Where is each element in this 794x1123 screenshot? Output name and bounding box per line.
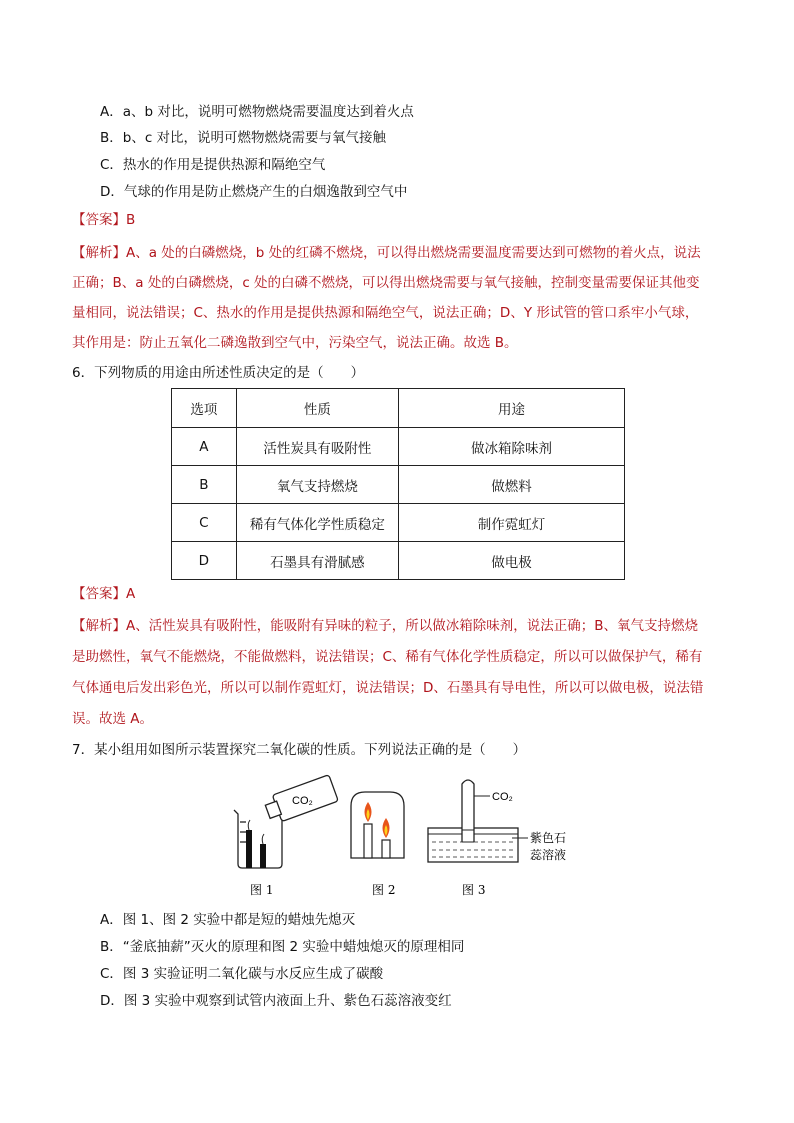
q5-analysis-line-2: 正确；B、a 处的白磷燃烧，c 处的白磷不燃烧，可以得出燃烧需要与氧气接触，控制变量需要保证其他变 <box>72 275 700 291</box>
fig1-caption: 图 1 <box>250 883 274 897</box>
experiment-figure <box>226 772 576 902</box>
table-cell: 氧气支持燃烧 <box>236 466 398 504</box>
q5-option-d: D．气球的作用是防止燃烧产生的白烟逸散到空气中 <box>100 184 408 200</box>
q5-option-a: A．a、b 对比，说明可燃物燃烧需要温度达到着火点 <box>100 104 414 120</box>
table-header: 性质 <box>236 389 398 428</box>
table-cell: C <box>172 504 237 542</box>
q5-answer <box>72 210 135 230</box>
q6-analysis-line-3: 气体通电后发出彩色光，所以可以制作霓虹灯，说法错误；D、石墨具有导电性，所以可以做电极，说法错 <box>72 680 704 696</box>
glass-cover-icon <box>351 792 404 858</box>
q7-option-d: D．图 3 实验中观察到试管内液面上升、紫色石蕊溶液变红 <box>100 993 452 1009</box>
q7-stem: 7．某小组用如图所示装置探究二氧化碳的性质。下列说法正确的是（ ） <box>72 742 527 758</box>
q5-analysis-line-1 <box>72 243 701 263</box>
table-cell: 做冰箱除味剂 <box>399 428 625 466</box>
q6-analysis-line-1 <box>72 616 698 636</box>
table-row <box>172 504 625 542</box>
table-header: 用途 <box>399 389 625 428</box>
table-cell: D <box>172 542 237 580</box>
q5-analysis-line-3: 量相同，说法错误；C、热水的作用是提供热源和隔绝空气，说法正确；D、Y 形试管的管口系牢小气球， <box>72 305 699 321</box>
q7-option-c: C．图 3 实验证明二氧化碳与水反应生成了碳酸 <box>100 966 384 982</box>
solution-label-line1: 紫色石 <box>530 831 567 845</box>
test-tube-icon <box>462 780 474 842</box>
q6-stem: 6．下列物质的用途由所述性质决定的是（ ） <box>72 365 365 381</box>
table-cell: 石墨具有滑腻感 <box>236 542 398 580</box>
analysis-tag: 【解析】 <box>72 245 126 261</box>
table-header-row <box>172 389 625 428</box>
q6-analysis-line-2: 是助燃性，氧气不能燃烧，不能做燃料，说法错误；C、稀有气体化学性质稳定，所以可以做保护气，稀有 <box>72 649 703 665</box>
answer-tag: 【答案】 <box>72 212 126 228</box>
table-row <box>172 542 625 580</box>
analysis-text: A、a 处的白磷燃烧，b 处的红磷不燃烧，可以得出燃烧需要温度需要达到可燃物的着火点，说法 <box>126 245 701 261</box>
q7-option-a: A．图 1、图 2 实验中都是短的蜡烛先熄灭 <box>100 912 356 928</box>
analysis-tag: 【解析】 <box>72 618 126 634</box>
properties-table <box>171 388 625 580</box>
smoke-icon <box>248 820 250 830</box>
answer-value: B <box>126 212 136 228</box>
smoke-icon <box>262 834 264 844</box>
table-cell: 稀有气体化学性质稳定 <box>236 504 398 542</box>
answer-value: A <box>126 586 136 602</box>
beaker-icon <box>234 810 282 868</box>
q6-answer <box>72 584 135 604</box>
table-cell: 活性炭具有吸附性 <box>236 428 398 466</box>
table-cell: 做电极 <box>399 542 625 580</box>
answer-tag: 【答案】 <box>72 586 126 602</box>
table-cell: B <box>172 466 237 504</box>
co2-label-1: CO₂ <box>292 795 313 807</box>
q6-analysis-line-4: 误。故选 A。 <box>72 711 154 727</box>
table-row <box>172 428 625 466</box>
table-cell: 做燃料 <box>399 466 625 504</box>
experiment-diagram <box>226 772 576 902</box>
q5-option-b: B．b、c 对比，说明可燃物燃烧需要与氧气接触 <box>100 130 387 146</box>
table-header: 选项 <box>172 389 237 428</box>
co2-label-2: CO₂ <box>492 791 513 803</box>
q5-option-c: C．热水的作用是提供热源和隔绝空气 <box>100 157 326 173</box>
analysis-text: A、活性炭具有吸附性，能吸附有异味的粒子，所以做冰箱除味剂，说法正确；B、氧气支持燃烧 <box>126 618 698 634</box>
table-row <box>172 466 625 504</box>
q7-option-b: B．“釜底抽薪”灭火的原理和图 2 实验中蜡烛熄灭的原理相同 <box>100 939 465 955</box>
table-cell: 制作霓虹灯 <box>399 504 625 542</box>
fig2-caption: 图 2 <box>372 883 396 897</box>
q5-analysis-line-4: 其作用是：防止五氧化二磷逸散到空气中，污染空气，说法正确。故选 B。 <box>72 335 518 351</box>
solution-label-line2: 蕊溶液 <box>530 848 567 862</box>
fig3-caption: 图 3 <box>462 883 486 897</box>
table-cell: A <box>172 428 237 466</box>
